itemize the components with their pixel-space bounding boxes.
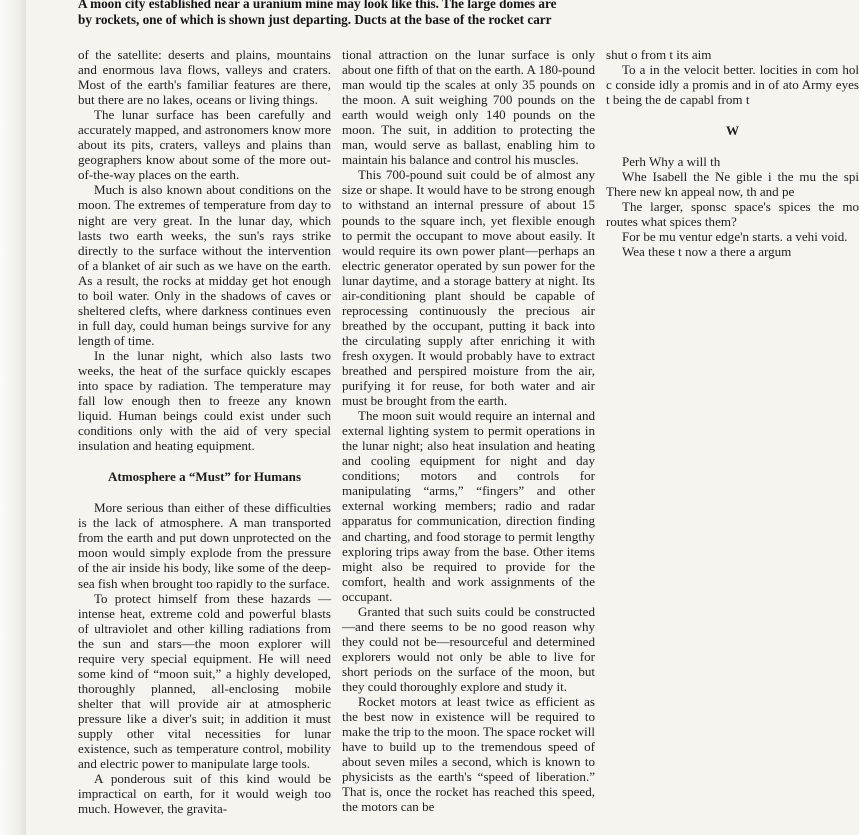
paragraph: More serious than either of these difficulties is the lack of atmosphere. A man transported from the earth and put down unprotected on the moon would simply explode from the pressure of the air inside his body, like some of the deep-sea fish when brought too rapidly to the surface.: [78, 500, 331, 591]
paragraph: To a in the velocit better. locities in com hol c conside idly a promis and in of ato Army eyes t being the de capabl from t: [606, 62, 859, 108]
paragraph: This 700-pound suit could be of almost any size or shape. It would have to be strong enough to withstand an internal pressure of about 15 pounds to the square inch, yet flexible enough to permit the occupant to move about easily. It would require its own power plant—perhaps an electric generator operated by sun power for the lunar daytime, and a storage battery at night. Its air-conditioning plant should be capable of reprocessing continuously the precious air breathed by the occupant, putting it back into the circulating supply after enriching it with fresh oxygen. It would probably have to extract breathed and perspired moisture from the air, purifying it for reuse, for both water and air must be brought from the earth.: [342, 167, 595, 409]
section-heading: Atmosphere a “Must” for Humans: [107, 469, 302, 485]
paragraph: tional attraction on the lunar surface is only about one fifth of that on the earth. A 180-pound man would tip the scales at only 35 pounds on the moon. A suit weighing 700 pounds on the earth would weigh only 140 pounds on the moon. The suit, in addition to protecting the man, would serve as ballast, enabling him to maintain his balance and control his muscles.: [342, 47, 595, 168]
article-column-2: [342, 47, 595, 814]
section-heading: W: [725, 123, 740, 139]
paragraph: of the satellite: deserts and plains, mountains and enormous lava flows, valleys and craters. Most of the earth's familiar features are there, but there are no lakes, oceans or living things.: [78, 47, 331, 108]
paragraph: Wea these t now a there a argum: [622, 244, 792, 260]
article-column-1: [78, 47, 331, 816]
paragraph: Perh Why a will th: [622, 154, 721, 170]
article-column-3-cropped: [606, 47, 859, 260]
paragraph: To protect himself from these hazards —intense heat, extreme cold and powerful blasts of ultraviolet and other killing radiations from the sun and stars—the moon explorer will require very special equipment. He will need some kind of “moon suit,” a highly developed, thoroughly planned, all-enclosing mobile shelter that will provide air at atmospheric pressure like a diver's suit; in addition it must supply other vital necessities for lunar existence, such as temperature control, mobility and electric power to manipulate large tools.: [78, 590, 331, 772]
paragraph: The moon suit would require an internal and external lighting system to permit operations in the lunar night; also heat insulation and heating and cooling equipment for night and day conditions; motors and controls for manipulating “arms,” “fingers” and other external working members; radio and radar apparatus for communication, direction finding and charting, and food storage to permit lengthy exploring trips away from the base. Other items might also be required to provide for the comfort, health and work assignments of the occupant.: [342, 408, 595, 604]
paragraph: In the lunar night, which also lasts two weeks, the heat of the surface quickly escapes into space by radiation. The temperature may fall low enough then to freeze any known liquid. Human beings could exist under such conditions only with the aid of very special insulation and heating equipment.: [78, 347, 331, 454]
paragraph: The larger, sponsc space's spices the mo routes what spices them?: [606, 199, 859, 230]
paragraph: For be mu ventur edge'n starts. a vehi void.: [622, 229, 848, 245]
paragraph: The lunar surface has been carefully and accurately mapped, and astronomers know more about its pits, craters, valleys and plains than geographers know about some of the more out-of-the-way places on the earth.: [78, 107, 331, 183]
paragraph: A ponderous suit of this kind would be impractical on earth, for it would weigh too much. However, the gravita-: [78, 771, 331, 817]
paragraph: Much is also known about conditions on the moon. The extremes of temperature from day to night are very great. In the lunar day, which lasts two earth weeks, the sun's rays strike directly to the surface without the intervention of a blanket of air such as we have on the earth. As a result, the rocks at midday get hot enough to boil water. Only in the shadows of caves or sheltered clefts, where darkness continues even in full day, could human beings survive for any length of time.: [78, 182, 331, 348]
paragraph: Rocket motors at least twice as efficient as the best now in existence will be required to make the trip to the moon. The space rocket will have to build up to the tremendous speed of about seven miles a second, which is known to physicists as the earth's “speed of liberation.” That is, once the rocket has reached this speed, the motors can be: [342, 694, 595, 815]
caption-line-1: A moon city established near a uranium mine may look like this. The large domes are: [78, 0, 557, 11]
figure-caption: [78, 0, 638, 27]
page-binding-shadow: [0, 0, 26, 835]
caption-line-2: by rockets, one of which is shown just departing. Ducts at the base of the rocket carr: [78, 11, 552, 27]
paragraph: Whe Isabell the Ne gible i the mu the spi There new kn appeal now, th and pe: [606, 169, 859, 200]
paragraph: shut o from t its aim: [606, 47, 712, 62]
paragraph: Granted that such suits could be constructed—and there seems to be no good reason why they could not be—resourceful and determined explorers would not only be able to live for short periods on the surface of the moon, but they could thoroughly explore and study it.: [342, 603, 595, 694]
